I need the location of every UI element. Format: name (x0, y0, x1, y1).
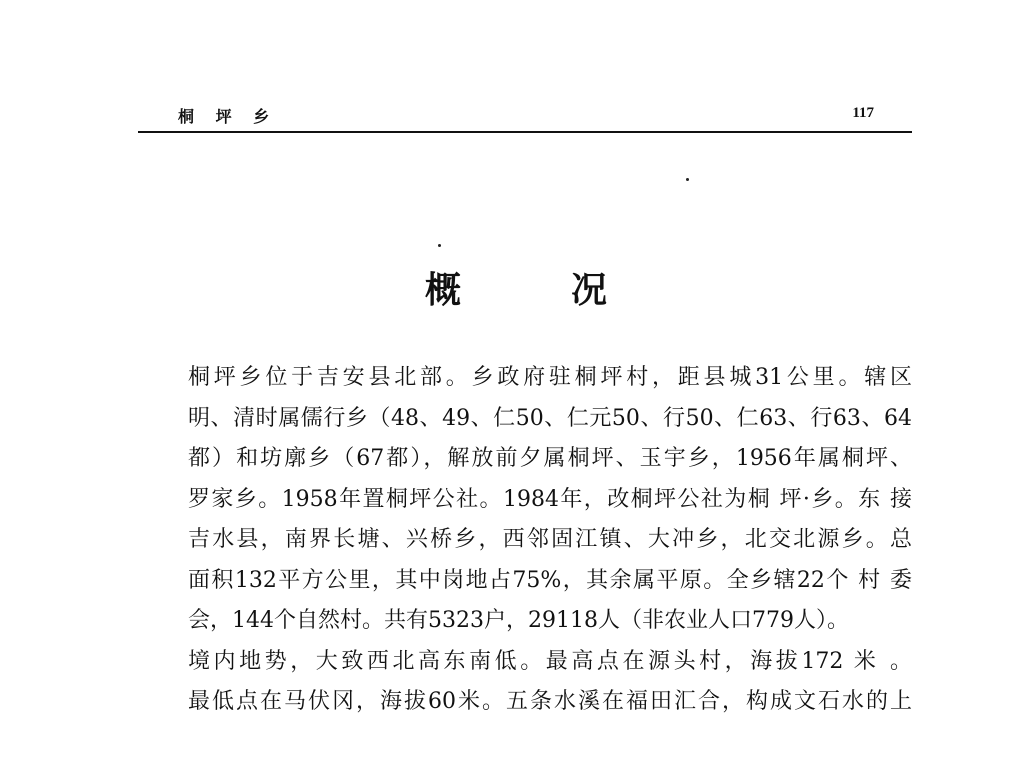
page-header (138, 100, 912, 136)
text-line: 桐坪乡位于吉安县北部。乡政府驻桐坪村，距县城31公里。辖区 (188, 365, 912, 390)
text-line: 都）和坊廓乡（67都），解放前夕属桐坪、玉宇乡，1956年属桐坪、 (188, 446, 912, 471)
scan-speck (438, 244, 441, 247)
text-line: 吉水县，南界长塘、兴桥乡，西邻固江镇、大冲乡，北交北源乡。总 (188, 527, 912, 552)
text-line: 会，144个自然村。共有5323户，29118人（非农业人口779人）。 (188, 608, 849, 633)
body-text (138, 358, 912, 723)
text-line: 面积132平方公里，其中岗地占75%，其余属平原。全乡辖22个 村 委 (188, 567, 912, 593)
section-title: 概况 (425, 269, 718, 311)
text-line: 最低点在马伏冈，海拔60米。五条水溪在福田汇合，构成文石水的上 (188, 689, 912, 714)
header-rule (138, 131, 912, 133)
scan-speck (686, 178, 689, 181)
header-title: 桐 坪 乡 (178, 107, 278, 126)
paragraph-2 (138, 642, 912, 723)
text-line: 明、清时属儒行乡（48、49、仁50、仁元50、行50、仁63、行63、64 (188, 405, 912, 431)
text-line: 罗家乡。1958年置桐坪公社。1984年，改桐坪公社为桐 坪·乡。东 接 (188, 486, 912, 512)
text-line: 境内地势，大致西北高东南低。最高点在源头村，海拔172 米 。 (188, 648, 912, 674)
page-number: 117 (852, 105, 874, 121)
paragraph-1 (138, 358, 912, 642)
